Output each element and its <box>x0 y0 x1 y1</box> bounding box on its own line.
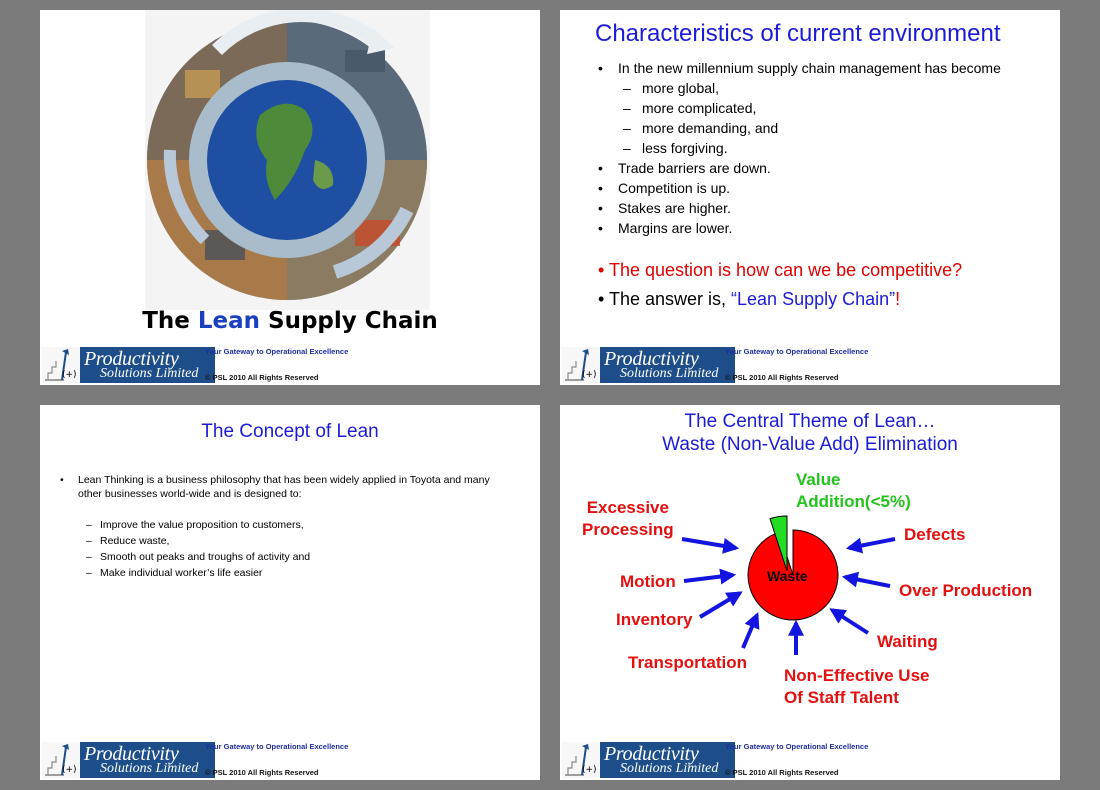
slide-concept-of-lean[interactable] <box>40 405 540 780</box>
question-line: • The question is how can we be competitive? <box>598 260 963 280</box>
sub-list-item: – Reduce waste, <box>86 535 170 547</box>
value-addition-label <box>796 469 911 513</box>
sub-list-item: – more global, <box>623 80 720 96</box>
value-line2: Addition(<5%) <box>796 492 911 511</box>
arrow-motion <box>684 575 733 581</box>
list-item-text: Lean Thinking is a business philosophy that has been widely applied in Toyota and many other businesses world-wide and is designed to: <box>78 474 490 500</box>
productivity-arrow-icon <box>42 347 80 383</box>
sub-list-item: – more complicated, <box>623 100 757 116</box>
company-logo <box>562 742 737 778</box>
arrow-defects <box>849 539 895 548</box>
inventory-label: Inventory <box>616 610 693 629</box>
list-item: • Competition is up. <box>598 180 731 196</box>
arrow-waiting <box>832 610 868 633</box>
slide-footer <box>560 345 1060 385</box>
arrow-over-production <box>845 577 890 586</box>
footer-tagline: Your Gateway to Operational Excellence <box>205 742 349 751</box>
company-logo <box>42 347 217 383</box>
list-item-text: Margins are lower. <box>618 220 733 236</box>
staff-talent-label <box>784 665 929 709</box>
slide-title <box>40 308 540 334</box>
logo-line2: Solutions Limited <box>100 761 199 776</box>
logo-mark-text: (+) <box>582 370 597 380</box>
slide-lean-supply-chain[interactable] <box>40 10 540 385</box>
logo-mark-text: (+) <box>62 765 77 775</box>
sub-list-item: – more demanding, and <box>623 120 779 136</box>
company-logo <box>562 347 737 383</box>
excessive-line2: Processing <box>582 520 674 539</box>
bullet-list <box>60 473 500 581</box>
over-production-label: Over Production <box>899 581 1033 600</box>
title-text: The <box>142 308 198 334</box>
answer-exclamation: ! <box>895 289 901 309</box>
supply-chain-cycle-graphic <box>145 10 430 310</box>
sub-list-item-text: Improve the value proposition to customers, <box>100 519 304 531</box>
logo-line2: Solutions Limited <box>620 366 719 381</box>
sub-list-item-text: more demanding, and <box>642 120 779 136</box>
waiting-label: Waiting <box>877 632 938 651</box>
footer-tagline: Your Gateway to Operational Excellence <box>725 347 869 356</box>
footer-copyright: © PSL 2010 All Rights Reserved <box>725 768 839 777</box>
footer-tagline: Your Gateway to Operational Excellence <box>725 742 869 751</box>
productivity-arrow-icon <box>562 347 600 383</box>
list-item: • Margins are lower. <box>598 220 733 236</box>
list-item: • Trade barriers are down. <box>598 160 771 176</box>
defects-label: Defects <box>904 525 966 544</box>
sub-list-item: – Make individual worker’s life easier <box>86 567 263 579</box>
footer-copyright: © PSL 2010 All Rights Reserved <box>205 373 319 382</box>
arrow-inventory <box>700 593 740 617</box>
slide-footer <box>560 740 1060 780</box>
logo-line1: Productivity <box>604 743 699 765</box>
productivity-arrow-icon <box>562 742 600 778</box>
slide-characteristics[interactable] <box>560 10 1060 385</box>
logo-line2: Solutions Limited <box>620 761 719 776</box>
sub-list-item: – Smooth out peaks and troughs of activity and <box>86 551 311 563</box>
slide-title-line1: The Central Theme of Lean… <box>684 411 936 432</box>
excessive-processing-label <box>582 497 674 541</box>
excessive-line1: Excessive <box>586 498 669 517</box>
list-item-text: Stakes are higher. <box>618 200 731 216</box>
logo-line1: Productivity <box>84 743 179 765</box>
sub-list-item-text: less forgiving. <box>642 140 728 156</box>
arrow-transportation <box>743 615 757 648</box>
footer-tagline: Your Gateway to Operational Excellence <box>205 347 349 356</box>
staff-line2: Of Staff Talent <box>784 688 899 707</box>
sub-list-item: – Improve the value proposition to customers, <box>86 519 304 531</box>
slide-footer <box>40 345 540 385</box>
sub-list <box>60 517 500 581</box>
slide-title-line2: Waste (Non-Value Add) Elimination <box>662 434 958 455</box>
sub-list-item: – less forgiving. <box>623 140 728 156</box>
sub-list-item-text: more complicated, <box>642 100 757 116</box>
title-highlight: Lean <box>197 308 261 334</box>
answer-text: The answer is, <box>608 289 732 309</box>
bullet-list <box>598 58 1001 238</box>
slide-title: The Concept of Lean <box>201 421 379 442</box>
list-item-text: Trade barriers are down. <box>618 160 771 176</box>
list-item-text: In the new millennium supply chain management has become <box>618 60 1001 76</box>
logo-line1: Productivity <box>604 348 699 370</box>
answer-line: • The answer is, “Lean Supply Chain”! <box>598 289 901 309</box>
sub-list-item-text: Reduce waste, <box>100 535 170 547</box>
sub-list-item-text: Smooth out peaks and troughs of activity and <box>100 551 311 563</box>
list-item: • In the new millennium supply chain management has become <box>598 60 1001 76</box>
slide-footer <box>40 740 540 780</box>
list-item-text: Competition is up. <box>618 180 731 196</box>
slide-central-theme[interactable] <box>560 405 1060 780</box>
logo-mark-text: (+) <box>582 765 597 775</box>
company-logo <box>42 742 217 778</box>
sub-list-item-text: more global, <box>642 80 720 96</box>
sub-list-item-text: Make individual worker’s life easier <box>100 567 263 579</box>
transportation-label: Transportation <box>628 653 748 672</box>
logo-mark-text: (+) <box>62 370 77 380</box>
list-item: • Stakes are higher. <box>598 200 731 216</box>
logo-line2: Solutions Limited <box>100 366 199 381</box>
logo-line1: Productivity <box>84 348 179 370</box>
answer-highlight: “Lean Supply Chain” <box>731 289 896 309</box>
slide-title: Characteristics of current environment <box>595 20 1001 47</box>
waste-label: Waste <box>767 568 808 584</box>
motion-label: Motion <box>620 572 676 591</box>
footer-copyright: © PSL 2010 All Rights Reserved <box>725 373 839 382</box>
arrow-excessive <box>682 539 736 548</box>
title-text: Supply Chain <box>260 308 438 334</box>
staff-line1: Non-Effective Use <box>784 666 930 685</box>
list-item: • Lean Thinking is a business philosophy that has been widely applied in Toyota and many other businesses world-wide and is designed to: <box>60 474 490 500</box>
question-text: The question is how can we be competitive? <box>608 260 963 280</box>
footer-copyright: © PSL 2010 All Rights Reserved <box>205 768 319 777</box>
value-line1: Value <box>796 470 841 489</box>
productivity-arrow-icon <box>42 742 80 778</box>
